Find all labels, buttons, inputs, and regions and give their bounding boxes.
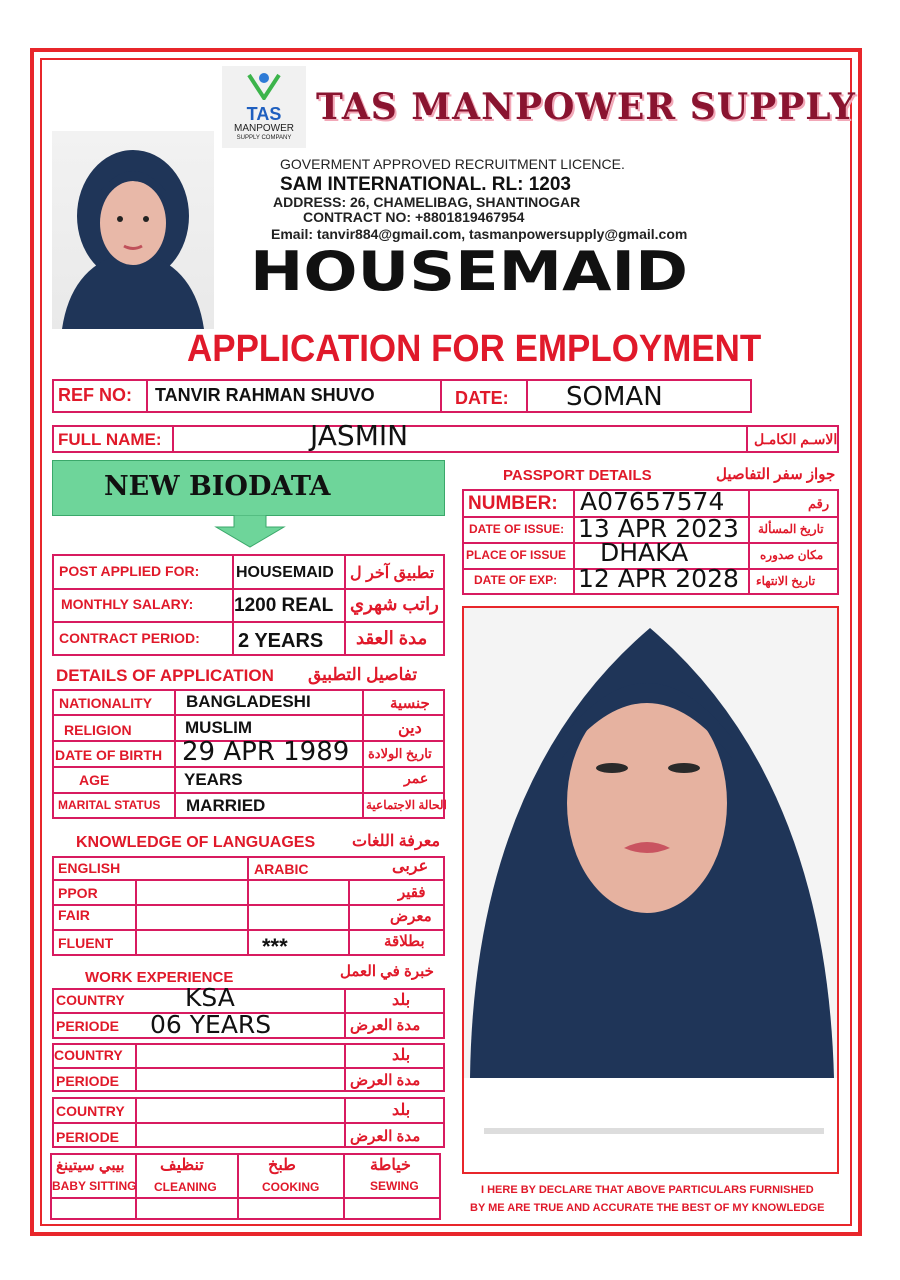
age-label: AGE bbox=[79, 772, 110, 788]
nationality-value: BANGLADESHI bbox=[186, 692, 311, 711]
position-title: HOUSEMAID bbox=[250, 240, 688, 303]
exp3-period-label: PERIODE bbox=[56, 1129, 120, 1145]
lang-fair-ar: معرض bbox=[390, 908, 432, 925]
email-line: Email: tanvir884@gmail.com, tasmanpowersupply@gmail.com bbox=[271, 226, 688, 242]
lang-fluent-ar: بطلاقة bbox=[384, 933, 425, 950]
skill-cleaning-ar: تنظيف bbox=[160, 1157, 204, 1174]
dob-label: DATE OF BIRTH bbox=[55, 747, 163, 763]
exp2-period-ar: مدة العرض bbox=[350, 1072, 421, 1089]
dob-value: 29 APR 1989 bbox=[182, 737, 350, 767]
agency-line: SAM INTERNATIONAL. RL: 1203 bbox=[280, 174, 572, 195]
passport-exp-label: DATE OF EXP: bbox=[474, 573, 558, 587]
exp1-period-value: 06 YEARS bbox=[150, 1010, 272, 1039]
religion-label: RELIGION bbox=[64, 722, 132, 738]
passport-number-label: NUMBER: bbox=[468, 493, 558, 514]
nationality-ar: جنسية bbox=[390, 695, 430, 712]
logo-sub: MANPOWER bbox=[234, 123, 294, 134]
exp3-country-label: COUNTRY bbox=[56, 1103, 125, 1119]
down-arrow-icon bbox=[214, 515, 286, 549]
company-logo bbox=[222, 66, 306, 148]
address-line: ADDRESS: 26, CHAMELIBAG, SHANTINOGAR bbox=[273, 194, 581, 210]
licence-line: GOVERMENT APPROVED RECRUITMENT LICENCE. bbox=[280, 156, 625, 172]
languages-title: KNOWLEDGE OF LANGUAGES bbox=[76, 834, 316, 851]
lang-poor-ar: فقير bbox=[398, 884, 426, 901]
dob-ar: تاريخ الولادة bbox=[368, 746, 432, 761]
details-title-ar: تفاصيل التطبيق bbox=[308, 665, 418, 684]
exp1-country-ar: بلد bbox=[392, 992, 411, 1009]
declaration-line-1: I HERE BY DECLARE THAT ABOVE PARTICULARS FURNISHED bbox=[481, 1184, 814, 1196]
passport-place-ar: مكان صدوره bbox=[760, 548, 824, 562]
date-label: DATE: bbox=[455, 388, 509, 408]
passport-exp-ar: تاريخ الانتهاء bbox=[756, 574, 816, 588]
salary-ar: راتب شهري bbox=[350, 594, 439, 614]
experience-title: WORK EXPERIENCE bbox=[85, 969, 234, 986]
contract-value: 2 YEARS bbox=[238, 630, 324, 652]
lang-fluent-label: FLUENT bbox=[58, 935, 114, 951]
skill-cleaning-label: CLEANING bbox=[154, 1180, 217, 1194]
exp1-period-ar: مدة العرض bbox=[350, 1017, 421, 1034]
full-name-row bbox=[52, 425, 839, 453]
lang-arabic-header-ar: عربى bbox=[392, 858, 429, 875]
lang-arabic-header: ARABIC bbox=[254, 861, 309, 877]
exp1-period-label: PERIODE bbox=[56, 1018, 120, 1034]
contract-label: CONTRACT PERIOD: bbox=[59, 630, 200, 646]
details-title: DETAILS OF APPLICATION bbox=[56, 666, 274, 685]
lang-poor-label: PPOR bbox=[58, 885, 98, 901]
passport-place-value: DHAKA bbox=[600, 538, 689, 567]
marital-value: MARRIED bbox=[186, 796, 266, 815]
passport-exp-value: 12 APR 2028 bbox=[578, 564, 739, 593]
religion-ar: دين bbox=[398, 720, 422, 737]
logo-sub2: SUPPLY COMPANY bbox=[236, 135, 292, 141]
age-ar: عمر bbox=[404, 770, 429, 786]
skill-sewing-label: SEWING bbox=[370, 1179, 419, 1193]
passport-issue-value: 13 APR 2023 bbox=[578, 514, 739, 543]
experience-title-ar: خبرة في العمل bbox=[340, 963, 434, 980]
ref-label: REF NO: bbox=[58, 385, 132, 405]
age-value: YEARS bbox=[184, 770, 243, 789]
date-value: SOMAN bbox=[566, 382, 663, 412]
nationality-label: NATIONALITY bbox=[59, 695, 153, 711]
company-name: TAS MANPOWER SUPPLY bbox=[316, 86, 856, 128]
logo-text: TAS bbox=[246, 104, 282, 124]
form-title: APPLICATION FOR EMPLOYMENT bbox=[187, 328, 762, 370]
applicant-photo-small bbox=[52, 131, 214, 329]
salary-value: 1200 REAL bbox=[234, 595, 334, 616]
lang-fair-label: FAIR bbox=[58, 907, 90, 923]
post-label: POST APPLIED FOR: bbox=[59, 563, 200, 579]
lang-english-header: ENGLISH bbox=[58, 860, 121, 876]
passport-issue-label: DATE OF ISSUE: bbox=[469, 522, 565, 536]
exp1-country-value: KSA bbox=[185, 983, 235, 1012]
full-name-value: JASMIN bbox=[310, 419, 409, 452]
skill-sewing-ar: خياطة bbox=[370, 1157, 411, 1174]
skill-cooking-label: COOKING bbox=[262, 1180, 320, 1194]
marital-label: MARITAL STATUS bbox=[58, 798, 161, 812]
exp2-period-label: PERIODE bbox=[56, 1073, 120, 1089]
religion-value: MUSLIM bbox=[185, 718, 253, 737]
skill-babysitting-label: BABY SITTING bbox=[52, 1179, 137, 1193]
applicant-photo-large bbox=[462, 606, 839, 1174]
marital-ar: الحالة الاجتماعية bbox=[366, 798, 447, 812]
skill-cooking-ar: طبخ bbox=[268, 1157, 296, 1174]
salary-label: MONTHLY SALARY: bbox=[61, 596, 194, 612]
exp3-country-ar: بلد bbox=[392, 1102, 411, 1119]
exp2-country-label: COUNTRY bbox=[54, 1047, 123, 1063]
passport-number-ar: رقم bbox=[808, 496, 830, 511]
contact-line: CONTRACT NO: +8801819467954 bbox=[303, 209, 525, 225]
exp3-period-ar: مدة العرض bbox=[350, 1128, 421, 1145]
contract-ar: مدة العقد bbox=[356, 628, 428, 648]
exp1-country-label: COUNTRY bbox=[56, 992, 125, 1008]
ref-value: TANVIR RAHMAN SHUVO bbox=[155, 385, 375, 405]
full-name-label: FULL NAME: bbox=[58, 430, 162, 449]
post-ar: تطبيق آخر ل bbox=[350, 565, 435, 582]
skill-babysitting-ar: بيبي سيتينغ bbox=[56, 1157, 125, 1174]
exp2-country-ar: بلد bbox=[392, 1047, 411, 1064]
passport-issue-ar: تاريخ المسألة bbox=[758, 522, 824, 536]
passport-title: PASSPORT DETAILS bbox=[503, 467, 652, 484]
languages-title-ar: معرفة اللغات bbox=[352, 833, 441, 850]
declaration-line-2: BY ME ARE TRUE AND ACCURATE THE BEST OF MY KNOWLEDGE bbox=[470, 1202, 825, 1214]
full-name-ar: الاسـم الكامـل bbox=[754, 431, 838, 447]
biodata-banner-text: NEW BIODATA bbox=[104, 471, 331, 502]
passport-title-ar: جواز سفر التفاصيل bbox=[716, 466, 836, 483]
passport-place-label: PLACE OF ISSUE bbox=[466, 548, 567, 562]
lang-fluent-arabic: *** bbox=[262, 934, 288, 959]
passport-number-value: A07657574 bbox=[580, 487, 725, 516]
post-value: HOUSEMAID bbox=[236, 564, 334, 581]
